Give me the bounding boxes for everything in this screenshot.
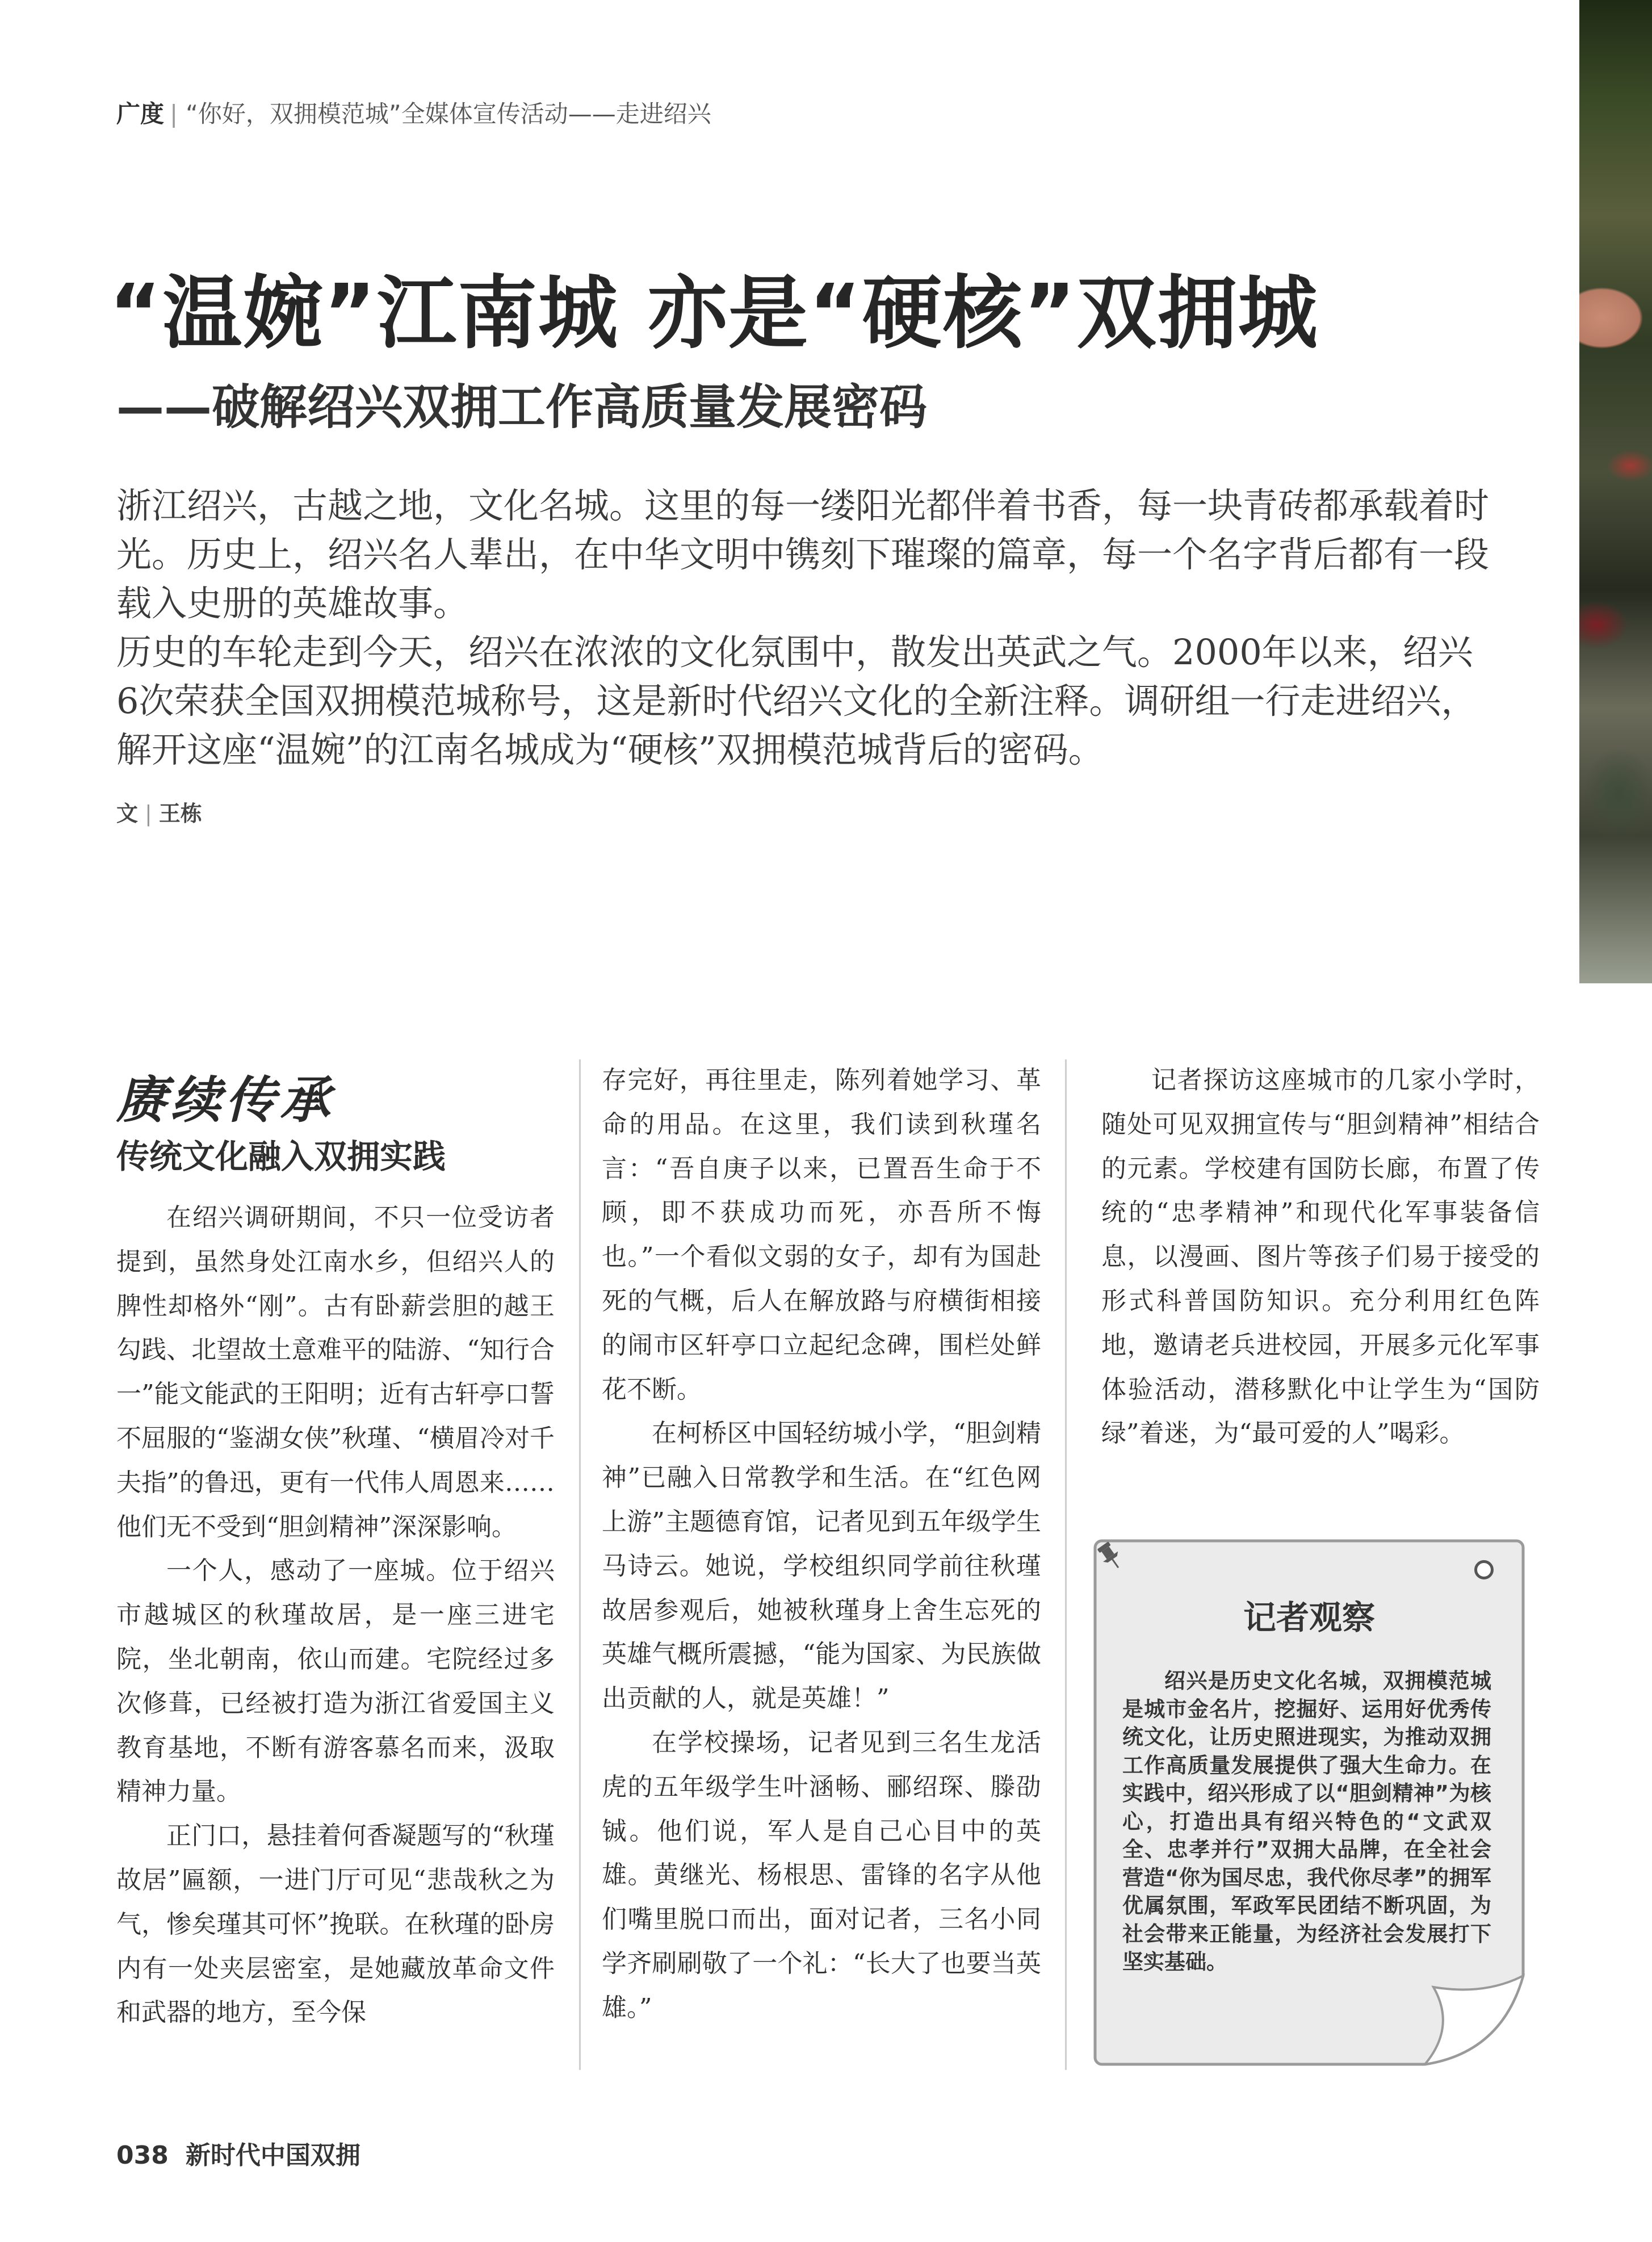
body-paragraph: 一个人，感动了一座城。位于绍兴市越城区的秋瑾故居，是一座三进宅院，坐北朝南，依山而建。宅院经过多次修葺，已经被打造为浙江省爱国主义教育基地，不断有游客慕名而来，汲取精神力量。 — [116, 1556, 555, 1807]
section-script-title: 赓续传承 — [116, 1070, 335, 1129]
observation-note-card — [1093, 1539, 1525, 2067]
body-paragraph: 记者探访这座城市的几家小学时，随处可见双拥宣传与“胆剑精神”相结合的元素。学校建有国防长廊，布置了传统的“忠孝精神”和现代化军事装备信息，以漫画、图片等孩子们易于接受的形式科普国防知识。充分利用红色阵地，邀请老兵进校园，开展多元化军事体验活动，潜移默化中让学生为“国防绿”着迷，为“最可爱的人”喝彩。 — [1101, 1066, 1540, 1448]
running-header — [116, 95, 711, 129]
edge-photo — [1579, 0, 1652, 983]
byline-separator: | — [145, 801, 152, 826]
column-3 — [1101, 1058, 1540, 1456]
pushpin-icon — [1093, 1539, 1127, 1573]
body-paragraph: 在绍兴调研期间，不只一位受访者提到，虽然身处江南水乡，但绍兴人的脾性却格外“刚”。古有卧薪尝胆的越王勾践、北望故土意难平的陆游、“知行合一”能文能武的王阳明；近有古轩亭口誓不屈服的“鉴湖女侠”秋瑾、“横眉冷对千夫指”的鲁迅，更有一代伟人周恩来……他们无不受到“胆剑精神”深深影响。 — [116, 1203, 555, 1541]
body-paragraph: 在柯桥区中国轻纺城小学，“胆剑精神”已融入日常教学和生活。在“红色网上游”主题德育馆，记者见到五年级学生马诗云。她说，学校组织同学前往秋瑾故居参观后，她被秋瑾身上舍生忘死的英雄气概所震撼，“能为国家、为民族做出贡献的人，就是英雄！” — [602, 1419, 1041, 1713]
lead-paragraph: 历史的车轮走到今天，绍兴在浓浓的文化氛围中，散发出英武之气。2000年以来，绍兴6次荣获全国双拥模范城称号，这是新时代绍兴文化的全新注释。调研组一行走进绍兴，解开这座“温婉”的江南名城成为“硬核”双拥模范城背后的密码。 — [116, 631, 1477, 770]
column-divider — [1065, 1059, 1067, 2070]
byline-author: 王栋 — [158, 801, 202, 826]
note-body: 绍兴是历史文化名城，双拥模范城是城市金名片，挖掘好、运用好优秀传统文化，让历史照进现实，为推动双拥工作高质量发展提供了强大生命力。在实践中，绍兴形成了以“胆剑精神”为核心，打造出具有绍兴特色的“文武双全、忠孝并行”双拥大品牌，在全社会营造“你为国尽忠，我代你尽孝”的拥军优属氛围，军政军民团结不断巩固，为社会带来正能量，为经济社会发展打下坚实基础。 — [1122, 1669, 1491, 1974]
lead-paragraphs — [116, 481, 1490, 774]
header-section: 广度 — [116, 100, 165, 128]
page-number: 038 — [116, 2141, 169, 2170]
byline — [116, 796, 202, 827]
magazine-name: 新时代中国双拥 — [185, 2141, 360, 2170]
article-subtitle: ——破解绍兴双拥工作高质量发展密码 — [116, 379, 928, 435]
article-title: “温婉”江南城 亦是“硬核”双拥城 — [109, 267, 1319, 360]
body-paragraph: 存完好，再往里走，陈列着她学习、革命的用品。在这里，我们读到秋瑾名言：“吾自庚子以来，已置吾生命于不顾，即不获成功而死，亦吾所不悔也。”一个看似文弱的女子，却有为国赴死的气概，后人在解放路与府横街相接的闹市区轩亭口立起纪念碑，围栏处鲜花不断。 — [602, 1066, 1041, 1404]
column-1 — [116, 1196, 555, 2035]
note-title: 记者观察 — [1243, 1598, 1375, 1637]
page-footer — [116, 2135, 360, 2171]
body-paragraph: 正门口，悬挂着何香凝题写的“秋瑾故居”匾额，一进门厅可见“悲哉秋之为气，惨矣瑾其可怀”挽联。在秋瑾的卧房内有一处夹层密室，是她藏放革命文件和武器的地方，至今保 — [116, 1821, 555, 2027]
ring-hole-icon — [1474, 1560, 1494, 1579]
column-2 — [602, 1058, 1041, 2030]
column-divider — [579, 1059, 581, 2070]
body-paragraph: 在学校操场，记者见到三名生龙活虎的五年级学生叶涵畅、郦绍琛、滕劭铖。他们说，军人是自己心目中的英雄。黄继光、杨根思、雷锋的名字从他们嘴里脱口而出，面对记者，三名小同学齐刷刷敬了一个礼：“长大了也要当英雄。” — [602, 1728, 1041, 2022]
header-separator: | — [170, 100, 178, 128]
byline-label: 文 — [116, 801, 139, 826]
header-topic: “你好，双拥模范城”全媒体宣传活动——走进绍兴 — [186, 100, 711, 128]
section-heading: 传统文化融入双拥实践 — [116, 1137, 446, 1176]
lead-paragraph: 浙江绍兴，古越之地，文化名城。这里的每一缕阳光都伴着书香，每一块青砖都承载着时光。历史上，绍兴名人辈出，在中华文明中镌刻下璀璨的篇章，每一个名字背后都有一段载入史册的英雄故事。 — [116, 485, 1490, 624]
